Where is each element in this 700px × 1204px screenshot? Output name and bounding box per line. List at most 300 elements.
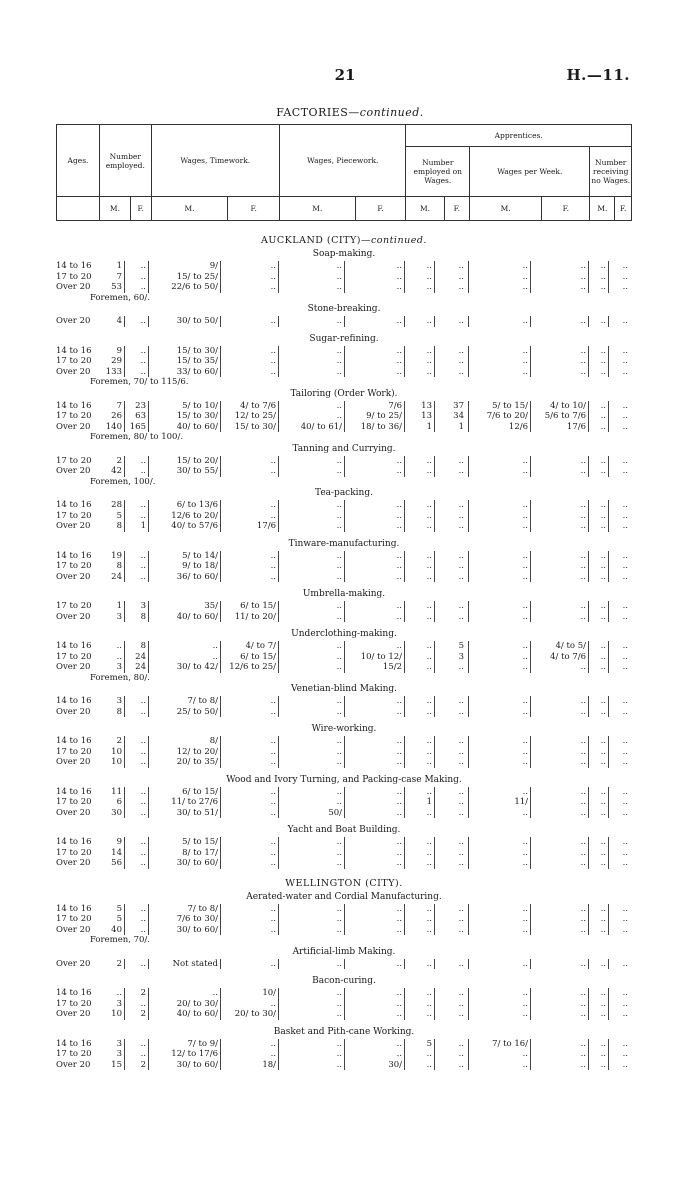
cell-timework-m: 9/ to 18/ bbox=[182, 561, 218, 571]
title-text: FACTORIES— bbox=[276, 106, 360, 119]
cell-app-wages-f: .. bbox=[580, 797, 586, 807]
cell-piecework-m: .. bbox=[336, 1009, 342, 1019]
cell-app-employed-m: .. bbox=[426, 455, 432, 466]
cell-app-wages-m: .. bbox=[522, 757, 528, 767]
cell-piecework-f: .. bbox=[396, 1038, 402, 1049]
column-rule bbox=[124, 662, 125, 673]
header-app-wages-f: F. bbox=[542, 197, 590, 221]
industry-title: Sugar-refining. bbox=[309, 333, 379, 344]
cell-app-wages-m: .. bbox=[522, 807, 528, 818]
cell-app-employed-f: .. bbox=[458, 924, 464, 935]
cell-employed-f: 23 bbox=[135, 400, 146, 411]
cell-app-employed-m: .. bbox=[426, 345, 432, 356]
cell-timework-m: 5/ to 10/ bbox=[182, 400, 218, 411]
column-rule bbox=[148, 1060, 149, 1071]
cell-piecework-f: 15/2 bbox=[382, 662, 402, 672]
cell-piecework-m: .. bbox=[336, 500, 342, 510]
column-rule bbox=[148, 696, 149, 707]
column-rule bbox=[124, 511, 125, 522]
cell-employed-f: 2 bbox=[140, 988, 146, 998]
header-employed-m: M. bbox=[100, 197, 131, 221]
cell-app-wages-m: .. bbox=[522, 282, 528, 292]
table-row bbox=[56, 787, 632, 798]
industry-title: Tea-packing. bbox=[315, 488, 373, 498]
cell-employed-f: .. bbox=[140, 757, 146, 767]
cell-app-nowage-m: .. bbox=[600, 924, 606, 935]
cell-timework-m: 6/ to 13/6 bbox=[176, 500, 218, 510]
cell-employed-f: .. bbox=[140, 786, 146, 797]
cell-timework-m: .. bbox=[212, 988, 218, 998]
cell-age: 17 to 20 bbox=[56, 455, 92, 466]
cell-employed-m: 28 bbox=[111, 500, 122, 510]
cell-employed-m: 10 bbox=[111, 757, 122, 767]
cell-app-employed-m: .. bbox=[426, 356, 432, 366]
cell-app-employed-f: .. bbox=[458, 786, 464, 797]
cell-app-nowage-f: .. bbox=[622, 271, 628, 282]
cell-age: Over 20 bbox=[56, 466, 91, 476]
table-row bbox=[56, 561, 632, 572]
cell-employed-m: .. bbox=[116, 651, 122, 662]
cell-employed-f: .. bbox=[140, 706, 146, 717]
cell-age: Over 20 bbox=[56, 421, 91, 432]
cell-app-employed-m: .. bbox=[426, 1049, 432, 1059]
header-app-nowage-f: F. bbox=[615, 197, 632, 221]
cell-employed-f: 3 bbox=[140, 601, 146, 611]
cell-app-wages-f: 17/6 bbox=[566, 421, 586, 432]
cell-timework-f: .. bbox=[270, 455, 276, 466]
industry-title: Bacon-curing. bbox=[312, 976, 376, 986]
cell-app-employed-m: .. bbox=[426, 837, 432, 847]
cell-app-wages-m: .. bbox=[522, 356, 528, 366]
cell-app-nowage-m: .. bbox=[600, 1059, 606, 1070]
cell-employed-f: .. bbox=[140, 696, 146, 706]
cell-app-wages-m: .. bbox=[522, 651, 528, 662]
cell-app-wages-m: 5/ to 15/ bbox=[492, 400, 528, 411]
cell-age: 17 to 20 bbox=[56, 847, 92, 858]
cell-employed-f: .. bbox=[140, 466, 146, 476]
column-rule bbox=[124, 999, 125, 1010]
cell-app-employed-m: 1 bbox=[426, 421, 432, 432]
cell-app-nowage-m: .. bbox=[600, 550, 606, 561]
table-row bbox=[56, 456, 632, 467]
cell-timework-f: .. bbox=[270, 858, 276, 868]
cell-age: 17 to 20 bbox=[56, 914, 92, 924]
cell-app-employed-f: .. bbox=[458, 1049, 464, 1059]
cell-employed-m: 56 bbox=[111, 858, 122, 868]
cell-app-nowage-f: .. bbox=[622, 903, 628, 914]
cell-piecework-m: .. bbox=[336, 356, 342, 366]
cell-app-nowage-f: .. bbox=[622, 510, 628, 521]
cell-app-employed-f: .. bbox=[458, 958, 464, 969]
cell-employed-f: .. bbox=[140, 1049, 146, 1059]
column-rule bbox=[148, 551, 149, 562]
cell-app-wages-f: .. bbox=[580, 455, 586, 466]
cell-piecework-f: .. bbox=[396, 316, 402, 326]
cell-employed-f: 8 bbox=[140, 611, 146, 622]
cell-piecework-m: .. bbox=[336, 1038, 342, 1049]
cell-app-employed-f: .. bbox=[458, 1009, 464, 1019]
cell-app-nowage-f: .. bbox=[622, 561, 628, 571]
column-rule bbox=[124, 272, 125, 283]
cell-piecework-f: .. bbox=[396, 746, 402, 757]
table-row bbox=[56, 572, 632, 583]
cell-piecework-m: .. bbox=[336, 858, 342, 868]
cell-app-wages-f: .. bbox=[580, 261, 586, 271]
cell-piecework-m: .. bbox=[336, 786, 342, 797]
cell-employed-f: .. bbox=[140, 455, 146, 466]
cell-employed-m: 15 bbox=[111, 1059, 122, 1070]
cell-app-wages-f: .. bbox=[580, 847, 586, 858]
column-rule bbox=[124, 747, 125, 758]
cell-timework-f: 20/ to 30/ bbox=[234, 1009, 276, 1019]
cell-employed-f: .. bbox=[140, 510, 146, 521]
cell-timework-m: 15/ to 30/ bbox=[176, 411, 218, 421]
cell-app-nowage-f: .. bbox=[622, 746, 628, 757]
cell-app-wages-f: .. bbox=[580, 521, 586, 531]
cell-piecework-m: .. bbox=[336, 271, 342, 282]
table-row bbox=[56, 925, 632, 936]
cell-piecework-f: 9/ to 25/ bbox=[366, 411, 402, 421]
cell-timework-m: 22/6 to 50/ bbox=[171, 282, 218, 292]
cell-timework-f: .. bbox=[270, 786, 276, 797]
cell-age: 17 to 20 bbox=[56, 746, 92, 757]
cell-app-wages-f: .. bbox=[580, 466, 586, 476]
cell-piecework-f: .. bbox=[396, 500, 402, 510]
cell-piecework-m: .. bbox=[336, 757, 342, 767]
cell-age: 14 to 16 bbox=[56, 696, 92, 706]
cell-app-employed-f: .. bbox=[458, 797, 464, 807]
cell-app-employed-m: .. bbox=[426, 1059, 432, 1070]
cell-app-nowage-m: .. bbox=[600, 455, 606, 466]
cell-app-nowage-f: .. bbox=[622, 1059, 628, 1070]
cell-age: Over 20 bbox=[56, 858, 91, 868]
column-rule bbox=[148, 988, 149, 999]
foremen-note: Foremen, 70/. bbox=[90, 935, 150, 945]
header-timework-f: F. bbox=[228, 197, 280, 221]
cell-employed-f: 63 bbox=[135, 411, 146, 421]
cell-app-nowage-f: .. bbox=[622, 924, 628, 935]
cell-timework-m: 7/ to 9/ bbox=[187, 1038, 218, 1049]
cell-age: 17 to 20 bbox=[56, 998, 92, 1009]
cell-age: Over 20 bbox=[56, 366, 91, 377]
cell-piecework-f: .. bbox=[396, 601, 402, 611]
column-rule bbox=[148, 999, 149, 1010]
cell-piecework-f: .. bbox=[396, 561, 402, 571]
cell-app-nowage-f: .. bbox=[622, 421, 628, 432]
cell-app-wages-m: .. bbox=[522, 903, 528, 914]
cell-app-employed-f: .. bbox=[458, 746, 464, 757]
cell-app-employed-f: .. bbox=[458, 550, 464, 561]
cell-piecework-f: .. bbox=[396, 510, 402, 521]
cell-app-nowage-f: .. bbox=[622, 1009, 628, 1019]
cell-app-wages-m: 7/ to 16/ bbox=[492, 1038, 528, 1049]
cell-app-nowage-m: .. bbox=[600, 611, 606, 622]
column-rule bbox=[124, 561, 125, 572]
header-app-nowage-m: M. bbox=[590, 197, 615, 221]
cell-app-nowage-m: .. bbox=[600, 706, 606, 717]
cell-piecework-f: .. bbox=[396, 786, 402, 797]
cell-employed-f: .. bbox=[140, 837, 146, 847]
table-row bbox=[56, 500, 632, 511]
table-row bbox=[56, 747, 632, 758]
cell-app-nowage-m: .. bbox=[600, 797, 606, 807]
cell-app-nowage-m: .. bbox=[600, 914, 606, 924]
column-rule bbox=[124, 601, 125, 612]
cell-timework-m: 20/ to 30/ bbox=[176, 998, 218, 1009]
cell-employed-f: .. bbox=[140, 958, 146, 969]
column-rule bbox=[124, 904, 125, 915]
cell-timework-m: Not stated bbox=[172, 958, 218, 969]
cell-app-wages-f: .. bbox=[580, 786, 586, 797]
cell-timework-m: 6/ to 15/ bbox=[182, 786, 218, 797]
cell-piecework-m: .. bbox=[336, 746, 342, 757]
cell-piecework-m: .. bbox=[336, 797, 342, 807]
cell-app-employed-m: 13 bbox=[421, 400, 432, 411]
column-rule bbox=[124, 707, 125, 718]
cell-age: 14 to 16 bbox=[56, 261, 92, 271]
industry-title: Artificial-limb Making. bbox=[292, 946, 396, 957]
cell-app-employed-f: .. bbox=[458, 356, 464, 366]
cell-piecework-m: .. bbox=[336, 837, 342, 847]
header-piecework-f: F. bbox=[355, 197, 406, 221]
cell-app-employed-f: .. bbox=[458, 282, 464, 292]
cell-app-wages-f: .. bbox=[580, 736, 586, 746]
cell-app-employed-f: .. bbox=[458, 706, 464, 717]
cell-app-nowage-m: .. bbox=[600, 1049, 606, 1059]
cell-app-employed-f: .. bbox=[458, 455, 464, 466]
cell-app-wages-f: .. bbox=[580, 858, 586, 868]
cell-employed-f: .. bbox=[140, 500, 146, 510]
cell-age: Over 20 bbox=[56, 924, 91, 935]
column-header-table bbox=[56, 124, 632, 221]
table-row bbox=[56, 601, 632, 612]
cell-app-nowage-f: .. bbox=[622, 958, 628, 969]
cell-employed-f: .. bbox=[140, 271, 146, 282]
cell-piecework-f: .. bbox=[396, 271, 402, 282]
cell-app-nowage-f: .. bbox=[622, 400, 628, 411]
foremen-note: Foremen, 100/. bbox=[90, 476, 156, 487]
cell-employed-m: 133 bbox=[105, 366, 122, 377]
cell-employed-f: 24 bbox=[135, 662, 146, 672]
cell-app-employed-f: .. bbox=[458, 466, 464, 476]
cell-app-nowage-m: .. bbox=[600, 903, 606, 914]
cell-timework-f: .. bbox=[270, 500, 276, 510]
cell-app-employed-m: .. bbox=[426, 611, 432, 622]
cell-employed-m: 140 bbox=[105, 421, 122, 432]
cell-app-wages-m: .. bbox=[522, 1049, 528, 1059]
cell-timework-f: .. bbox=[270, 903, 276, 914]
cell-employed-f: .. bbox=[140, 261, 146, 271]
table-row bbox=[56, 959, 632, 970]
cell-app-wages-f: 4/ to 7/6 bbox=[550, 651, 586, 662]
table-row bbox=[56, 346, 632, 357]
cell-employed-m: .. bbox=[116, 641, 122, 651]
foremen-note: Foremen, 60/. bbox=[90, 292, 150, 303]
cell-employed-f: 24 bbox=[135, 651, 146, 662]
cell-age: Over 20 bbox=[56, 571, 91, 582]
cell-piecework-f: .. bbox=[396, 914, 402, 924]
cell-app-nowage-m: .. bbox=[600, 466, 606, 476]
cell-age: 14 to 16 bbox=[56, 903, 92, 914]
cell-timework-m: 8/ to 17/ bbox=[182, 847, 218, 858]
foremen-note: Foremen, 80/ to 100/. bbox=[90, 432, 184, 442]
cell-app-employed-f: .. bbox=[458, 1059, 464, 1070]
cell-app-wages-m: .. bbox=[522, 958, 528, 969]
cell-app-employed-m: .. bbox=[426, 561, 432, 571]
industry-title: Stone-breaking. bbox=[307, 304, 381, 314]
cell-app-wages-m: .. bbox=[522, 858, 528, 868]
header-app-employed-f: F. bbox=[444, 197, 470, 221]
cell-app-wages-m: .. bbox=[522, 706, 528, 717]
industry-title: Aerated-water and Cordial Manufacturing. bbox=[246, 891, 442, 902]
cell-employed-f: .. bbox=[140, 1038, 146, 1049]
industry-title: Tinware-manufacturing. bbox=[288, 538, 400, 549]
cell-age: Over 20 bbox=[56, 521, 91, 531]
table-row bbox=[56, 696, 632, 707]
cell-timework-m: 40/ to 60/ bbox=[176, 611, 218, 622]
cell-app-nowage-f: .. bbox=[622, 807, 628, 818]
cell-app-nowage-m: .. bbox=[600, 736, 606, 746]
cell-timework-m: 40/ to 57/6 bbox=[171, 521, 218, 531]
cell-age: Over 20 bbox=[56, 807, 91, 818]
industry-title: Tanning and Currying. bbox=[292, 443, 396, 454]
cell-piecework-m: .. bbox=[336, 550, 342, 561]
cell-piecework-m: .. bbox=[336, 914, 342, 924]
cell-employed-m: .. bbox=[116, 988, 122, 998]
table-row bbox=[56, 612, 632, 623]
cell-age: Over 20 bbox=[56, 662, 91, 672]
cell-timework-f: .. bbox=[270, 261, 276, 271]
cell-piecework-f: .. bbox=[396, 958, 402, 969]
cell-timework-m: 40/ to 60/ bbox=[176, 421, 218, 432]
cell-app-employed-m: .. bbox=[426, 366, 432, 377]
cell-app-wages-m: .. bbox=[522, 455, 528, 466]
column-rule bbox=[148, 572, 149, 583]
header-app-employed-m: M. bbox=[406, 197, 444, 221]
table-row bbox=[56, 1060, 632, 1071]
cell-app-employed-m: .. bbox=[426, 958, 432, 969]
cell-employed-m: 7 bbox=[116, 400, 122, 411]
cell-app-wages-f: .. bbox=[580, 1009, 586, 1019]
cell-age: 17 to 20 bbox=[56, 651, 92, 662]
cell-app-wages-m: .. bbox=[522, 696, 528, 706]
cell-timework-f: .. bbox=[270, 1038, 276, 1049]
cell-app-wages-f: .. bbox=[580, 345, 586, 356]
column-rule bbox=[124, 1039, 125, 1050]
cell-employed-m: 42 bbox=[111, 466, 122, 476]
cell-app-employed-f: .. bbox=[458, 571, 464, 582]
cell-app-nowage-m: .. bbox=[600, 786, 606, 797]
column-rule bbox=[148, 641, 149, 652]
cell-app-employed-f: .. bbox=[458, 561, 464, 571]
cell-app-nowage-m: .. bbox=[600, 807, 606, 818]
cell-app-nowage-f: .. bbox=[622, 316, 628, 326]
cell-piecework-m: .. bbox=[336, 411, 342, 421]
cell-app-nowage-f: .. bbox=[622, 797, 628, 807]
cell-app-employed-m: .. bbox=[426, 261, 432, 271]
cell-piecework-m: .. bbox=[336, 696, 342, 706]
cell-age: 17 to 20 bbox=[56, 561, 92, 571]
cell-timework-f: 17/6 bbox=[256, 521, 276, 531]
cell-age: Over 20 bbox=[56, 1059, 91, 1070]
table-row bbox=[56, 316, 632, 327]
cell-piecework-f: .. bbox=[396, 757, 402, 767]
cell-timework-f: 12/ to 25/ bbox=[234, 411, 276, 421]
cell-app-wages-m: .. bbox=[522, 988, 528, 998]
cell-app-wages-f: .. bbox=[580, 746, 586, 757]
cell-app-wages-f: .. bbox=[580, 561, 586, 571]
cell-app-nowage-m: .. bbox=[600, 746, 606, 757]
cell-app-wages-m: .. bbox=[522, 571, 528, 582]
cell-app-employed-f: .. bbox=[458, 1038, 464, 1049]
cell-app-nowage-m: .. bbox=[600, 696, 606, 706]
table-row bbox=[56, 662, 632, 673]
cell-piecework-f: .. bbox=[396, 847, 402, 858]
header-ages-blank bbox=[57, 197, 100, 221]
cell-piecework-m: .. bbox=[336, 521, 342, 531]
cell-timework-m: 15/ to 25/ bbox=[176, 271, 218, 282]
cell-timework-m: 15/ to 20/ bbox=[176, 455, 218, 466]
cell-employed-m: 3 bbox=[116, 998, 122, 1009]
cell-app-employed-f: 5 bbox=[458, 641, 464, 651]
cell-timework-m: 30/ to 51/ bbox=[176, 807, 218, 818]
header-apprentices-no-wages: Number receiving no Wages. bbox=[590, 147, 632, 197]
cell-app-nowage-f: .. bbox=[622, 757, 628, 767]
cell-app-employed-f: .. bbox=[458, 988, 464, 998]
cell-piecework-f: .. bbox=[396, 807, 402, 818]
cell-employed-m: 8 bbox=[116, 561, 122, 571]
industry-title: Basket and Pith-cane Working. bbox=[273, 1026, 415, 1037]
cell-app-nowage-m: .. bbox=[600, 837, 606, 847]
cell-age: Over 20 bbox=[56, 958, 91, 969]
cell-app-employed-f: .. bbox=[458, 847, 464, 858]
cell-app-nowage-f: .. bbox=[622, 611, 628, 622]
header-employed-f: F. bbox=[130, 197, 151, 221]
cell-timework-f: .. bbox=[270, 510, 276, 521]
cell-app-wages-m: .. bbox=[522, 1059, 528, 1070]
column-rule bbox=[148, 747, 149, 758]
column-rule bbox=[124, 848, 125, 859]
cell-timework-f: 6/ to 15/ bbox=[240, 651, 276, 662]
column-rule bbox=[124, 316, 125, 327]
cell-piecework-m: .. bbox=[336, 316, 342, 326]
cell-app-wages-m: .. bbox=[522, 261, 528, 271]
cell-app-wages-f: .. bbox=[580, 500, 586, 510]
cell-app-nowage-m: .. bbox=[600, 521, 606, 531]
cell-timework-m: 30/ to 60/ bbox=[176, 1059, 218, 1070]
cell-employed-m: 10 bbox=[111, 746, 122, 757]
cell-app-wages-f: .. bbox=[580, 550, 586, 561]
cell-app-employed-m: .. bbox=[426, 807, 432, 818]
table-row bbox=[56, 988, 632, 999]
column-rule bbox=[124, 696, 125, 707]
column-rule bbox=[124, 959, 125, 970]
cell-timework-f: 6/ to 15/ bbox=[240, 601, 276, 611]
cell-timework-m: 12/6 to 20/ bbox=[171, 510, 218, 521]
cell-app-employed-f: 37 bbox=[453, 400, 464, 411]
cell-piecework-f: .. bbox=[396, 466, 402, 476]
cell-piecework-m: .. bbox=[336, 924, 342, 935]
cell-employed-m: 3 bbox=[116, 611, 122, 622]
cell-app-nowage-m: .. bbox=[600, 282, 606, 292]
table-row bbox=[56, 858, 632, 869]
column-rule bbox=[124, 356, 125, 367]
cell-timework-f: 12/6 to 25/ bbox=[229, 662, 276, 672]
table-row bbox=[56, 757, 632, 768]
cell-timework-m: 7/6 to 30/ bbox=[176, 914, 218, 924]
cell-app-nowage-m: .. bbox=[600, 411, 606, 421]
cell-piecework-m: .. bbox=[336, 662, 342, 672]
